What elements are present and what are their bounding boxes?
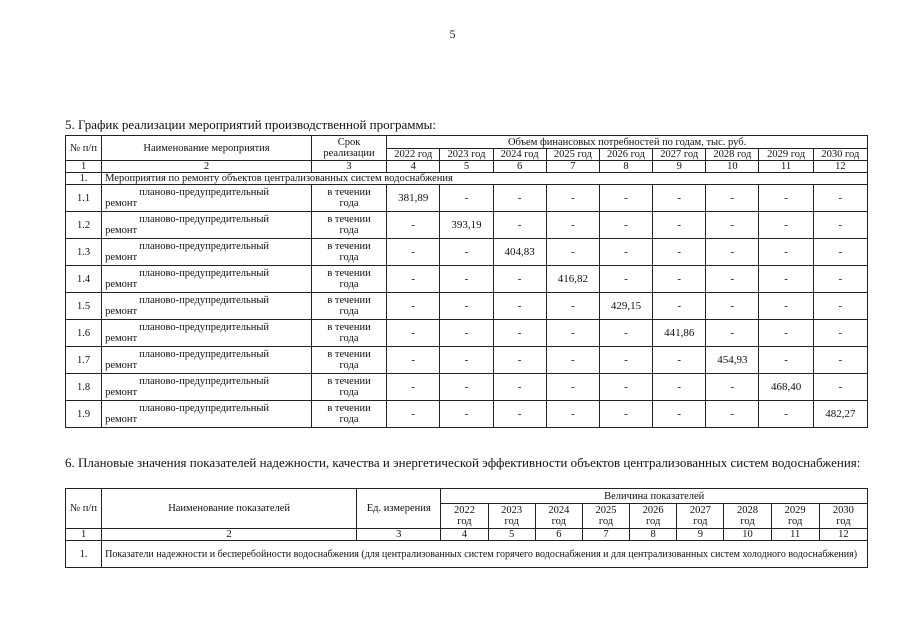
row-value: - <box>813 374 867 401</box>
header-year: 2025 год <box>546 149 599 161</box>
column-index: 6 <box>493 161 546 173</box>
row-name-line1: планово-предупредительный <box>139 187 270 198</box>
header-year: 2026 год <box>599 149 652 161</box>
column-index: 12 <box>813 161 867 173</box>
row-term <box>311 293 386 320</box>
row-term-line2: года <box>339 252 359 263</box>
row-value: - <box>706 374 759 401</box>
header-year-word: год <box>740 516 755 527</box>
column-index: 5 <box>440 161 493 173</box>
row-term-line1: в течении <box>327 187 371 198</box>
row-value: - <box>493 347 546 374</box>
row-term <box>311 401 386 428</box>
header-year <box>819 504 867 529</box>
header-year-word: год <box>457 516 472 527</box>
row-value: - <box>546 374 599 401</box>
row-value: - <box>653 347 706 374</box>
header-year <box>771 504 819 529</box>
row-name-line2: ремонт <box>105 333 138 344</box>
row-name <box>102 266 312 293</box>
row-value: - <box>813 293 867 320</box>
header-year-number: 2029 <box>784 505 806 516</box>
column-index: 7 <box>582 529 629 541</box>
section-text: Показатели надежности и бесперебойности водоснабжения (для централизованных систем горячего водоснабжения и для централизованных систем холодного водоснабжения) <box>102 541 868 568</box>
row-name <box>102 185 312 212</box>
row-term-line2: года <box>339 387 359 398</box>
row-num: 1.5 <box>66 293 102 320</box>
row-value: - <box>759 239 813 266</box>
table-row <box>66 374 868 401</box>
row-value: - <box>653 401 706 428</box>
row-term <box>311 239 386 266</box>
header-year-word: год <box>788 516 803 527</box>
header-year: 2023 год <box>440 149 493 161</box>
column-index: 3 <box>357 529 441 541</box>
column-index: 4 <box>387 161 440 173</box>
row-value: - <box>759 293 813 320</box>
column-index: 12 <box>819 529 867 541</box>
row-value: - <box>387 212 440 239</box>
row-value: - <box>493 185 546 212</box>
section5-heading: 5. График реализации мероприятий производственной программы: <box>65 117 437 132</box>
header-name: Наименование показателей <box>102 489 357 529</box>
header-year-number: 2027 <box>689 505 711 516</box>
row-value: 416,82 <box>546 266 599 293</box>
row-value: - <box>440 239 493 266</box>
row-num: 1.4 <box>66 266 102 293</box>
column-index: 8 <box>599 161 652 173</box>
row-name-line2: ремонт <box>105 252 138 263</box>
row-name-line1: планово-предупредительный <box>139 241 270 252</box>
row-name <box>102 293 312 320</box>
row-num: 1.3 <box>66 239 102 266</box>
row-value: 381,89 <box>387 185 440 212</box>
header-year-word: год <box>693 516 708 527</box>
table-header-row <box>66 489 868 504</box>
column-index-row <box>66 161 868 173</box>
section-num: 1. <box>66 173 102 185</box>
row-value: - <box>493 212 546 239</box>
row-value: - <box>759 266 813 293</box>
table-row <box>66 320 868 347</box>
row-value: - <box>599 347 652 374</box>
header-value: Величина показателей <box>441 489 868 504</box>
row-value: - <box>653 293 706 320</box>
row-value: - <box>759 320 813 347</box>
row-name-line2: ремонт <box>105 360 138 371</box>
row-name-line1: планово-предупредительный <box>139 403 270 414</box>
header-volume: Объем финансовых потребностей по годам, тыс. руб. <box>387 136 868 149</box>
header-year-number: 2022 <box>453 505 475 516</box>
row-value: - <box>546 347 599 374</box>
row-value: - <box>706 266 759 293</box>
row-value: - <box>387 347 440 374</box>
table-row <box>66 185 868 212</box>
row-value: - <box>440 347 493 374</box>
page-number: 5 <box>449 27 456 41</box>
header-year <box>582 504 629 529</box>
column-index: 2 <box>102 161 312 173</box>
row-value: 393,19 <box>440 212 493 239</box>
row-name-line2: ремонт <box>105 279 138 290</box>
row-value: - <box>440 266 493 293</box>
row-value: - <box>440 185 493 212</box>
column-index: 8 <box>630 529 677 541</box>
header-year <box>488 504 535 529</box>
row-term-line1: в течении <box>327 214 371 225</box>
row-value: - <box>813 320 867 347</box>
header-year-word: год <box>836 516 851 527</box>
row-value: - <box>387 401 440 428</box>
row-value: - <box>546 185 599 212</box>
column-index: 5 <box>488 529 535 541</box>
reliability-indicators-table <box>65 488 868 568</box>
header-year-word: год <box>504 516 519 527</box>
row-name-line2: ремонт <box>105 225 138 236</box>
section-row <box>66 173 868 185</box>
row-name-line2: ремонт <box>105 387 138 398</box>
row-value: - <box>599 185 652 212</box>
header-year-word: год <box>598 516 614 527</box>
row-value: - <box>706 239 759 266</box>
row-value: - <box>813 185 867 212</box>
header-year-number: 2023 <box>501 505 523 516</box>
table-row <box>66 212 868 239</box>
row-value: 404,83 <box>493 239 546 266</box>
row-value: - <box>706 293 759 320</box>
row-name-line2: ремонт <box>105 198 138 209</box>
row-term <box>311 212 386 239</box>
section-num: 1. <box>66 541 102 568</box>
row-name <box>102 347 312 374</box>
row-name-line2: ремонт <box>105 306 138 317</box>
header-year-word: год <box>645 516 661 527</box>
row-value: - <box>387 320 440 347</box>
header-year-number: 2030 <box>832 505 854 516</box>
row-value: - <box>706 185 759 212</box>
row-term-line2: года <box>339 333 359 344</box>
row-num: 1.9 <box>66 401 102 428</box>
row-value: - <box>759 401 813 428</box>
row-term-line1: в течении <box>327 349 371 360</box>
table-row <box>66 266 868 293</box>
row-name-line1: планово-предупредительный <box>139 376 270 387</box>
row-num: 1.7 <box>66 347 102 374</box>
row-term-line1: в течении <box>327 322 371 333</box>
row-term <box>311 347 386 374</box>
row-value: - <box>546 293 599 320</box>
table-row <box>66 347 868 374</box>
row-term-line1: в течении <box>327 268 371 279</box>
row-value: 441,86 <box>653 320 706 347</box>
row-value: - <box>706 212 759 239</box>
column-index: 10 <box>724 529 771 541</box>
section-text: Мероприятия по ремонту объектов централизованных систем водоснабжения <box>102 173 868 185</box>
row-value: - <box>546 401 599 428</box>
row-num: 1.2 <box>66 212 102 239</box>
row-value: 454,93 <box>706 347 759 374</box>
row-term-line2: года <box>339 198 359 209</box>
column-index: 11 <box>759 161 813 173</box>
row-value: - <box>653 185 706 212</box>
header-year-number: 2028 <box>737 505 758 516</box>
column-index: 3 <box>311 161 386 173</box>
column-index: 1 <box>66 529 102 541</box>
column-index: 1 <box>66 161 102 173</box>
row-value: - <box>493 293 546 320</box>
row-value: - <box>440 374 493 401</box>
row-term-line1: в течении <box>327 295 371 306</box>
header-year: 2022 год <box>387 149 440 161</box>
column-index: 9 <box>653 161 706 173</box>
row-name <box>102 320 312 347</box>
row-value: - <box>599 374 652 401</box>
header-year <box>724 504 771 529</box>
header-year <box>441 504 488 529</box>
header-year: 2024 год <box>493 149 546 161</box>
row-value: - <box>387 374 440 401</box>
header-year: 2028 год <box>706 149 759 161</box>
header-year <box>630 504 677 529</box>
row-value: - <box>759 212 813 239</box>
row-value: - <box>653 239 706 266</box>
column-index: 6 <box>535 529 582 541</box>
row-term <box>311 185 386 212</box>
row-value: - <box>653 212 706 239</box>
table-row <box>66 239 868 266</box>
header-year <box>677 504 724 529</box>
row-value: - <box>653 266 706 293</box>
row-value: - <box>706 401 759 428</box>
row-value: - <box>387 239 440 266</box>
row-value: - <box>653 374 706 401</box>
row-term-line2: года <box>339 360 359 371</box>
row-name-line1: планово-предупредительный <box>139 214 270 225</box>
column-index: 2 <box>102 529 357 541</box>
row-value: - <box>387 266 440 293</box>
row-value: - <box>599 239 652 266</box>
row-value: - <box>759 347 813 374</box>
row-value: - <box>599 212 652 239</box>
row-value: - <box>759 185 813 212</box>
header-num: № п/п <box>66 136 102 161</box>
column-index: 11 <box>771 529 819 541</box>
section6-heading: 6. Плановые значения показателей надежности, качества и энергетической эффективности объектов централизованных систем водоснабжения: <box>65 455 861 470</box>
header-year: 2027 год <box>653 149 706 161</box>
row-value: - <box>546 320 599 347</box>
row-value: - <box>440 293 493 320</box>
row-name <box>102 374 312 401</box>
row-num: 1.8 <box>66 374 102 401</box>
row-value: 482,27 <box>813 401 867 428</box>
row-value: - <box>813 266 867 293</box>
row-name-line1: планово-предупредительный <box>139 268 270 279</box>
header-year-word: год <box>551 516 566 527</box>
row-value: - <box>813 239 867 266</box>
row-name-line2: ремонт <box>105 414 138 425</box>
row-name <box>102 212 312 239</box>
row-term <box>311 320 386 347</box>
header-unit: Ед. измерения <box>357 489 441 529</box>
header-year-number: 2024 <box>548 505 570 516</box>
row-value: - <box>493 374 546 401</box>
row-value: - <box>493 320 546 347</box>
header-year: 2030 год <box>813 149 867 161</box>
row-value: - <box>599 401 652 428</box>
header-name: Наименование мероприятия <box>102 136 312 161</box>
row-value: - <box>599 266 652 293</box>
header-year: 2029 год <box>759 149 813 161</box>
row-num: 1.1 <box>66 185 102 212</box>
row-term-line1: в течении <box>327 376 371 387</box>
row-name <box>102 401 312 428</box>
row-value: - <box>493 401 546 428</box>
table-row <box>66 293 868 320</box>
row-value: - <box>546 239 599 266</box>
production-program-schedule-table <box>65 135 868 428</box>
column-index: 7 <box>546 161 599 173</box>
row-name <box>102 239 312 266</box>
row-value: - <box>440 401 493 428</box>
table-header-row <box>66 136 868 149</box>
row-value: 429,15 <box>599 293 652 320</box>
header-term: Срок реализации <box>311 136 386 161</box>
row-value: - <box>493 266 546 293</box>
row-name-line1: планово-предупредительный <box>139 295 270 306</box>
row-value: - <box>599 320 652 347</box>
row-num: 1.6 <box>66 320 102 347</box>
column-index: 10 <box>706 161 759 173</box>
section-row <box>66 541 868 568</box>
row-value: - <box>387 293 440 320</box>
header-year-number: 2026 <box>642 505 664 516</box>
column-index: 9 <box>677 529 724 541</box>
row-value: - <box>706 320 759 347</box>
column-index-row <box>66 529 868 541</box>
row-value: - <box>440 320 493 347</box>
row-term <box>311 266 386 293</box>
row-term-line2: года <box>339 279 359 290</box>
header-year-number: 2025 <box>595 505 617 516</box>
header-year <box>535 504 582 529</box>
row-term-line2: года <box>339 306 359 317</box>
header-num: № п/п <box>66 489 102 529</box>
table-row <box>66 401 868 428</box>
row-value: - <box>813 347 867 374</box>
row-name-line1: планово-предупредительный <box>139 349 270 360</box>
row-name-line1: планово-предупредительный <box>139 322 270 333</box>
row-value: - <box>546 212 599 239</box>
row-value: 468,40 <box>759 374 813 401</box>
row-term-line1: в течении <box>327 403 371 414</box>
row-value: - <box>813 212 867 239</box>
row-term-line1: в течении <box>327 241 371 252</box>
row-term <box>311 374 386 401</box>
row-term-line2: года <box>339 414 359 425</box>
row-term-line2: года <box>339 225 359 236</box>
column-index: 4 <box>441 529 488 541</box>
